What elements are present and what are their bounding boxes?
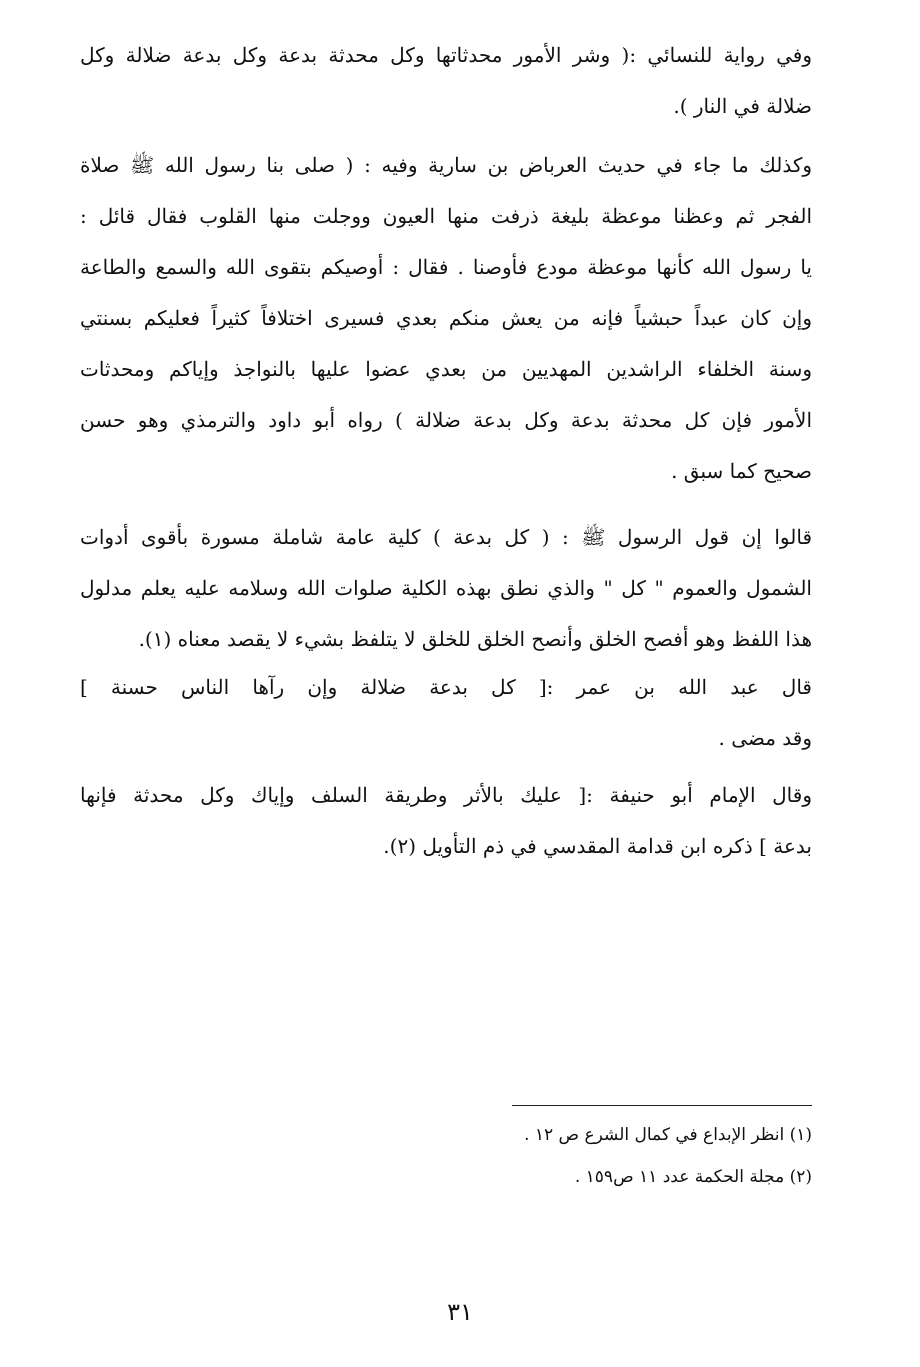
text-line: وقد مضى . xyxy=(718,726,812,750)
text-line: ضلالة في النار ). xyxy=(673,94,812,118)
text-line: هذا اللفظ وهو أفصح الخلق وأنصح الخلق للخلق لا يتلفظ بشيء لا يقصد معناه (١). xyxy=(138,627,812,651)
text-line: قالوا إن قول الرسول ﷺ : ( كل بدعة ) كلية عامة شاملة مسورة بأقوى أدوات xyxy=(80,525,812,549)
text-line: وفي رواية للنسائي :( وشر الأمور محدثاتها وكل محدثة بدعة وكل بدعة ضلالة وكل xyxy=(80,43,812,67)
paragraph-abu-hanifa xyxy=(80,770,812,872)
text-line: قال عبد الله بن عمر :[ كل بدعة ضلالة وإن رآها الناس حسنة ] xyxy=(80,675,812,699)
paragraph-kull-bidah xyxy=(80,512,812,665)
text-line: الأمور فإن كل محدثة بدعة وكل بدعة ضلالة ) رواه أبو داود والترمذي وهو حسن xyxy=(80,408,812,432)
footnote-1: (١) انظر الإبداع في كمال الشرع ص ١٢ . xyxy=(524,1125,812,1145)
text-line: وقال الإمام أبو حنيفة :[ عليك بالأثر وطريقة السلف وإياك وكل محدثة فإنها xyxy=(80,783,812,807)
text-line: يا رسول الله كأنها موعظة مودع فأوصنا . فقال : أوصيكم بتقوى الله والسمع والطاعة xyxy=(80,255,812,279)
paragraph-irbad-hadith xyxy=(80,140,812,497)
paragraph-ibn-umar xyxy=(80,662,812,764)
footnote-2: (٢) مجلة الحكمة عدد ١١ ص١٥٩ . xyxy=(574,1167,812,1187)
text-line: الفجر ثم وعظنا موعظة بليغة ذرفت منها العيون ووجلت منها القلوب فقال قائل : xyxy=(80,204,812,228)
text-line: وسنة الخلفاء الراشدين المهديين من بعدي عضوا عليها بالنواجذ وإياكم ومحدثات xyxy=(80,357,812,381)
text-line: بدعة ] ذكره ابن قدامة المقدسي في ذم التأويل (٢). xyxy=(383,834,812,858)
text-line: صحيح كما سبق . xyxy=(671,459,812,483)
text-line: الشمول والعموم " كل " والذي نطق بهذه الكلية صلوات الله وسلامه عليه يعلم مدلول xyxy=(80,576,812,600)
text-line: وكذلك ما جاء في حديث العرباض بن سارية وفيه : ( صلى بنا رسول الله ﷺ صلاة xyxy=(80,153,812,177)
footnote-separator xyxy=(512,1105,812,1106)
paragraph-nasai xyxy=(80,30,812,132)
text-line: وإن كان عبداً حبشياً فإنه من يعش منكم بعدي فسيرى اختلافاً كثيراً فعليكم بسنتي xyxy=(80,306,812,330)
page-number: ٣١ xyxy=(447,1298,473,1326)
